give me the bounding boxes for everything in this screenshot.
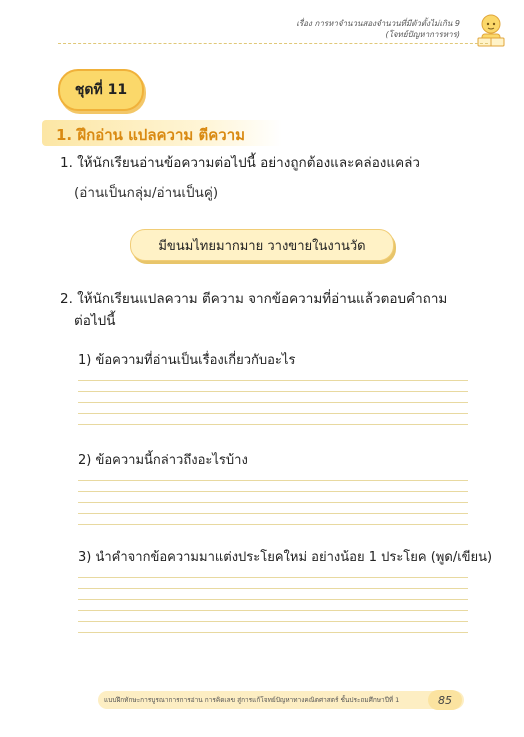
subquestion-2: 2) ข้อความนี้กล่าวถึงอะไรบ้าง [78, 453, 248, 468]
child-reading-mascot-icon [474, 12, 508, 52]
set-number-badge: ชุดที่ 11 [58, 69, 144, 111]
reading-sentence-box [130, 229, 394, 261]
footer-text: แบบฝึกทักษะการบูรณาการการอ่าน การคิดเลข สู่การแก้โจทย์ปัญหาทางคณิตศาสตร์ ชั้นประถมศึกษาปีที่ 1 [104, 696, 400, 704]
subquestion-3: 3) นำคำจากข้อความมาแต่งประโยคใหม่ อย่างน้อย 1 ประโยค (พูด/เขียน) [78, 550, 493, 565]
page-number: 85 [428, 690, 462, 710]
question2-text-cont: ต่อไปนี้ [74, 313, 116, 329]
header-title-line1: เรื่อง การหาจำนวนสองจำนวนที่มีตัวตั้งไม่เกิน 9 [296, 19, 460, 28]
answer-lines-1[interactable] [78, 370, 468, 425]
header-title-line2: (โจทย์ปัญหาการหาร) [385, 30, 460, 39]
question1-text: 1. ให้นักเรียนอ่านข้อความต่อไปนี้ อย่างถูกต้องและคล่องแคล่ว [60, 155, 420, 171]
question2-text: 2. ให้นักเรียนแปลความ ตีความ จากข้อความที่อ่านแล้วตอบคำถาม [60, 291, 448, 307]
answer-lines-3[interactable] [78, 567, 468, 633]
question1-note: (อ่านเป็นกลุ่ม/อ่านเป็นคู่) [74, 185, 219, 201]
section-title: 1. ฝึกอ่าน แปลความ ตีความ [56, 126, 246, 144]
answer-lines-2[interactable] [78, 470, 468, 525]
header-divider [58, 43, 488, 44]
header-title [160, 18, 460, 40]
subquestion-1: 1) ข้อความที่อ่านเป็นเรื่องเกี่ยวกับอะไร [78, 353, 296, 368]
reading-sentence: มีขนมไทยมากมาย วางขายในงานวัด [158, 238, 366, 254]
